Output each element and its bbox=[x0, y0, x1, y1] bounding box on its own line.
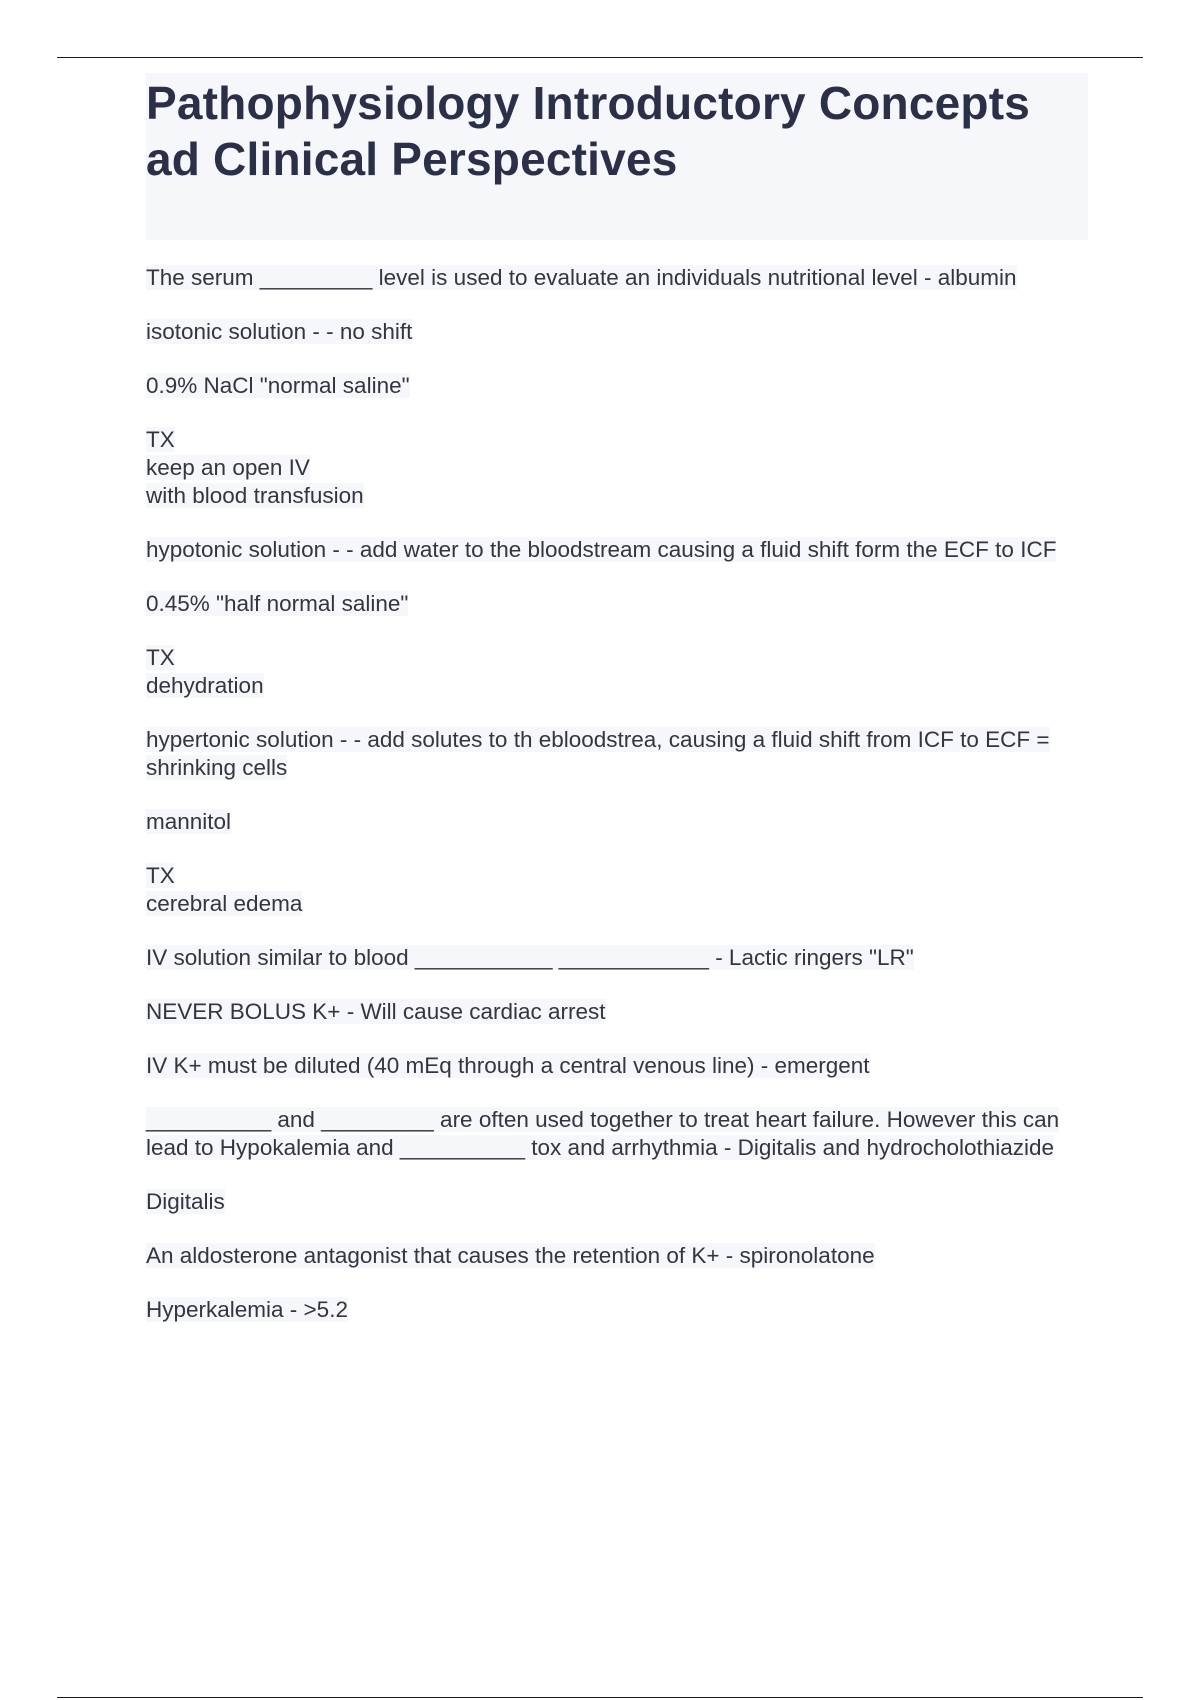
flashcard-item bbox=[146, 318, 1088, 346]
flashcard-item bbox=[146, 372, 1088, 400]
top-rule bbox=[57, 57, 1143, 58]
flashcard-item bbox=[146, 644, 1088, 700]
page-title: Pathophysiology Introductory Concepts ad Clinical Perspectives bbox=[146, 77, 1031, 185]
flashcard-item bbox=[146, 426, 1088, 510]
flashcard-text: __________ and _________ are often used together to treat heart failure. However this can lead to Hypokalemia and __________ tox and arrhythmia - Digitalis and hydrocholothiazide bbox=[146, 1107, 1060, 1160]
flashcard-item bbox=[146, 808, 1088, 836]
flashcard-text: IV solution similar to blood ___________ ____________ - Lactic ringers "LR" bbox=[146, 945, 914, 970]
flashcard-item bbox=[146, 726, 1088, 782]
flashcard-text: Hyperkalemia - >5.2 bbox=[146, 1297, 348, 1322]
flashcard-item bbox=[146, 1296, 1088, 1324]
flashcard-item bbox=[146, 1188, 1088, 1216]
flashcard-text: hypotonic solution - - add water to the bloodstream causing a fluid shift form the ECF to ICF bbox=[146, 537, 1057, 562]
flashcard-text: 0.9% NaCl "normal saline" bbox=[146, 373, 410, 398]
flashcard-item bbox=[146, 998, 1088, 1026]
flashcard-text: TX keep an open IV with blood transfusion bbox=[146, 427, 364, 508]
flashcard-text: IV K+ must be diluted (40 mEq through a central venous line) - emergent bbox=[146, 1053, 870, 1078]
flashcard-item bbox=[146, 1242, 1088, 1270]
flashcard-text: An aldosterone antagonist that causes the retention of K+ - spironolatone bbox=[146, 1243, 875, 1268]
flashcard-text: hypertonic solution - - add solutes to th ebloodstrea, causing a fluid shift from ICF to ECF = shrinking cells bbox=[146, 727, 1050, 780]
flashcard-text: NEVER BOLUS K+ - Will cause cardiac arrest bbox=[146, 999, 606, 1024]
flashcard-list bbox=[146, 264, 1088, 1350]
bottom-rule bbox=[57, 1697, 1143, 1698]
flashcard-item bbox=[146, 1106, 1088, 1162]
flashcard-item bbox=[146, 862, 1088, 918]
flashcard-item bbox=[146, 1052, 1088, 1080]
flashcard-item bbox=[146, 264, 1088, 292]
flashcard-text: The serum _________ level is used to evaluate an individuals nutritional level - albumin bbox=[146, 265, 1017, 290]
flashcard-text: Digitalis bbox=[146, 1189, 225, 1214]
flashcard-text: TX dehydration bbox=[146, 645, 264, 698]
flashcard-text: isotonic solution - - no shift bbox=[146, 319, 413, 344]
flashcard-text: TX cerebral edema bbox=[146, 863, 303, 916]
flashcard-item bbox=[146, 590, 1088, 618]
flashcard-item bbox=[146, 536, 1088, 564]
flashcard-text: 0.45% "half normal saline" bbox=[146, 591, 409, 616]
flashcard-text: mannitol bbox=[146, 809, 232, 834]
flashcard-item bbox=[146, 944, 1088, 972]
title-box bbox=[146, 73, 1088, 240]
